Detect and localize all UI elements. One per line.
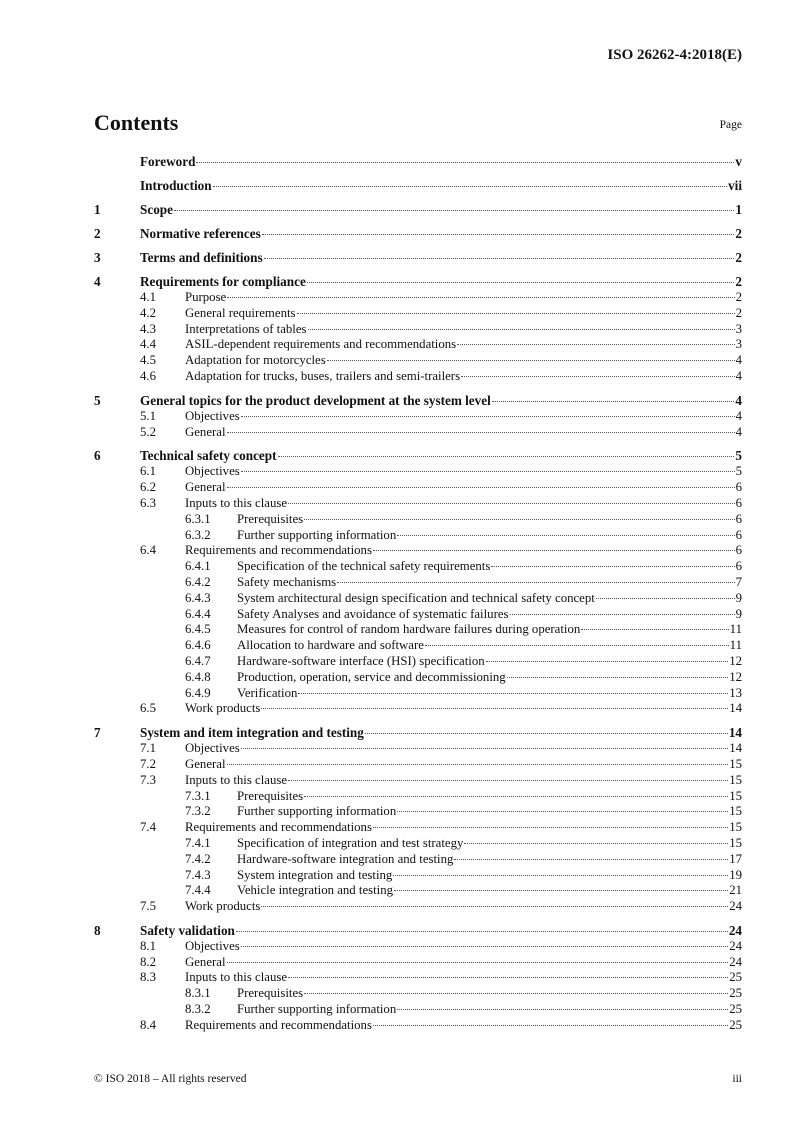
toc-entry-page: 14 bbox=[729, 701, 742, 716]
toc-entry[interactable] bbox=[94, 899, 742, 915]
dot-leader bbox=[307, 282, 735, 283]
toc-entry-title: Introduction bbox=[140, 178, 212, 193]
dot-leader bbox=[373, 827, 728, 828]
toc-entry[interactable] bbox=[94, 820, 742, 836]
toc-entry-title: Work products bbox=[185, 701, 261, 716]
toc-entry-number: 6 bbox=[94, 448, 101, 464]
toc-entry-title: System architectural design specification and technical safety concept bbox=[237, 590, 595, 605]
toc-entry-number: 5 bbox=[94, 392, 101, 408]
dot-leader bbox=[227, 487, 735, 488]
toc-entry-title: Allocation to hardware and software bbox=[237, 638, 424, 653]
dot-leader bbox=[288, 780, 728, 781]
dot-leader bbox=[174, 210, 734, 211]
toc-entry-page: 4 bbox=[735, 392, 742, 408]
toc-entry-title: General requirements bbox=[185, 305, 296, 320]
toc-entry[interactable] bbox=[94, 654, 742, 670]
toc-entry-number: 6.4.4 bbox=[185, 606, 211, 621]
toc-entry[interactable] bbox=[94, 670, 742, 686]
toc-entry-page: 9 bbox=[735, 590, 742, 605]
toc-entry-title: Specification of integration and test strategy bbox=[237, 835, 464, 850]
toc-entry-page: 14 bbox=[728, 725, 742, 741]
toc-entry-title: Requirements and recommendations bbox=[185, 543, 372, 558]
toc-entry-page: 6 bbox=[735, 527, 742, 542]
toc-entry-number: 6.5 bbox=[140, 701, 156, 716]
toc-entry-number: 6.3.1 bbox=[185, 511, 211, 526]
toc-entry[interactable] bbox=[94, 591, 742, 607]
dot-leader bbox=[308, 329, 735, 330]
dot-leader bbox=[288, 503, 735, 504]
toc-entry-number: 7.4.3 bbox=[185, 867, 211, 882]
dot-leader bbox=[304, 519, 734, 520]
toc-entry-page: 25 bbox=[729, 1017, 742, 1032]
toc-entry-page: 12 bbox=[729, 653, 742, 668]
dot-leader bbox=[227, 962, 729, 963]
toc-entry-page: 2 bbox=[735, 290, 742, 304]
toc-entry-page: 15 bbox=[729, 788, 742, 803]
toc-entry-page: 6 bbox=[735, 511, 742, 526]
toc-entry-number: 7.5 bbox=[140, 899, 156, 914]
toc-entry-page: 15 bbox=[729, 772, 742, 787]
toc-entry-page: 9 bbox=[735, 606, 742, 621]
toc-entry-page: 4 bbox=[735, 368, 742, 383]
toc-entry[interactable] bbox=[94, 1002, 742, 1018]
toc-entry-title: Normative references bbox=[140, 226, 261, 241]
dot-leader bbox=[394, 890, 728, 891]
toc-entry[interactable] bbox=[94, 274, 742, 290]
toc-entry-number: 8.3 bbox=[140, 970, 156, 985]
dot-leader bbox=[241, 748, 728, 749]
dot-leader bbox=[262, 234, 735, 235]
toc-entry-title: System and item integration and testing bbox=[140, 725, 364, 741]
toc-entry-number: 8.3.2 bbox=[185, 1002, 211, 1017]
toc-entry-page: 25 bbox=[729, 970, 742, 985]
page-number: iii bbox=[732, 1073, 742, 1085]
dot-leader bbox=[492, 401, 735, 402]
toc-entry-number: 7 bbox=[94, 725, 101, 741]
toc-entry[interactable] bbox=[94, 464, 742, 480]
toc-entry-title: Specification of the technical safety requirements bbox=[237, 559, 491, 574]
dot-leader bbox=[373, 550, 735, 551]
toc-entry-page: 5 bbox=[735, 464, 742, 479]
document-id-header: ISO 26262-4:2018(E) bbox=[607, 47, 742, 63]
toc-entry-number: 4.1 bbox=[140, 290, 156, 304]
toc-entry[interactable] bbox=[94, 852, 742, 868]
toc-entry-page: 14 bbox=[729, 741, 742, 756]
toc-entry[interactable] bbox=[94, 226, 742, 242]
dot-leader bbox=[278, 456, 735, 457]
toc-entry-number: 8.4 bbox=[140, 1017, 156, 1032]
toc-entry-page: 6 bbox=[735, 495, 742, 510]
dot-leader bbox=[241, 946, 728, 947]
toc-entry-title: Technical safety concept bbox=[140, 448, 277, 464]
toc-entry[interactable] bbox=[94, 757, 742, 773]
toc-entry-page: 6 bbox=[735, 543, 742, 558]
toc-entry-title: Adaptation for trucks, buses, trailers and semi-trailers bbox=[185, 368, 461, 383]
toc-entry-page: 4 bbox=[735, 408, 742, 423]
dot-leader bbox=[486, 661, 729, 662]
toc-entry-number: 7.2 bbox=[140, 756, 156, 771]
toc-entry-title: Prerequisites bbox=[237, 788, 304, 803]
toc-entry-title: Vehicle integration and testing bbox=[237, 883, 394, 898]
toc-entry-page: 11 bbox=[729, 638, 742, 653]
toc-entry-number: 6.4 bbox=[140, 543, 156, 558]
dot-leader bbox=[425, 645, 729, 646]
toc-entry-number: 3 bbox=[94, 250, 101, 265]
dot-leader bbox=[510, 614, 735, 615]
dot-leader bbox=[337, 582, 734, 583]
toc-entry-title: General bbox=[185, 424, 226, 439]
toc-entry-title: Further supporting information bbox=[237, 1002, 397, 1017]
toc-entry-title: Requirements and recommendations bbox=[185, 1017, 372, 1032]
toc-entry-page: 24 bbox=[728, 922, 742, 938]
toc-entry-number: 6.4.1 bbox=[185, 559, 211, 574]
toc-entry-title: Work products bbox=[185, 899, 261, 914]
toc-entry-title: Hardware-software interface (HSI) specification bbox=[237, 653, 485, 668]
toc-entry[interactable] bbox=[94, 425, 742, 441]
toc-entry-title: Foreword bbox=[140, 154, 196, 169]
toc-entry-page: 2 bbox=[735, 226, 742, 241]
toc-entry[interactable] bbox=[94, 804, 742, 820]
toc-entry[interactable] bbox=[94, 528, 742, 544]
toc-entry-title: Purpose bbox=[185, 290, 227, 304]
toc-entry[interactable] bbox=[94, 353, 742, 369]
toc-entry-page: 12 bbox=[729, 669, 742, 684]
page-column-label: Page bbox=[719, 119, 742, 131]
toc-entry-page: 2 bbox=[735, 250, 742, 265]
dot-leader bbox=[297, 313, 735, 314]
toc-entry[interactable] bbox=[94, 480, 742, 496]
toc-entry[interactable] bbox=[94, 496, 742, 512]
toc-entry-page: vii bbox=[728, 178, 742, 193]
copyright-notice: © ISO 2018 – All rights reserved bbox=[94, 1073, 247, 1085]
toc-entry-title: Inputs to this clause bbox=[185, 495, 288, 510]
dot-leader bbox=[241, 416, 735, 417]
toc-entry-page: 24 bbox=[729, 954, 742, 969]
toc-entry[interactable] bbox=[94, 701, 742, 717]
toc-entry-page: 24 bbox=[729, 899, 742, 914]
toc-entry-title: Safety validation bbox=[140, 922, 235, 938]
toc-entry-page: 3 bbox=[735, 321, 742, 336]
dot-leader bbox=[454, 859, 728, 860]
toc-entry[interactable] bbox=[94, 559, 742, 575]
toc-entry[interactable] bbox=[94, 939, 742, 955]
toc-entry-number: 4.6 bbox=[140, 368, 156, 383]
toc-entry[interactable] bbox=[94, 337, 742, 353]
toc-entry[interactable] bbox=[94, 369, 742, 385]
toc-entry-page: 2 bbox=[735, 305, 742, 320]
toc-entry-page: 2 bbox=[735, 274, 742, 289]
dot-leader bbox=[227, 764, 729, 765]
toc-entry-number: 6.4.6 bbox=[185, 638, 211, 653]
toc-entry-title: Safety Analyses and avoidance of systematic failures bbox=[237, 606, 509, 621]
toc-entry[interactable] bbox=[94, 202, 742, 218]
toc-entry[interactable] bbox=[94, 290, 742, 306]
toc-entry[interactable] bbox=[94, 622, 742, 638]
toc-entry-page: 11 bbox=[729, 622, 742, 637]
toc-entry-page: 15 bbox=[729, 835, 742, 850]
toc-entry-title: Safety mechanisms bbox=[237, 574, 337, 589]
toc-entry[interactable] bbox=[94, 883, 742, 899]
toc-entry-number: 5.2 bbox=[140, 424, 156, 439]
toc-entry-title: Objectives bbox=[185, 741, 240, 756]
toc-entry[interactable] bbox=[94, 1018, 742, 1034]
toc-entry-number: 7.3.1 bbox=[185, 788, 211, 803]
dot-leader bbox=[304, 993, 728, 994]
toc-entry-page: 15 bbox=[729, 820, 742, 835]
toc-entry-page: 21 bbox=[729, 883, 742, 898]
toc-entry[interactable] bbox=[94, 512, 742, 528]
dot-leader bbox=[261, 906, 728, 907]
toc-entry-page: 24 bbox=[729, 938, 742, 953]
dot-leader bbox=[393, 875, 728, 876]
toc-entry-title: Terms and definitions bbox=[140, 250, 263, 265]
dot-leader bbox=[397, 535, 734, 536]
toc-entry-number: 4.5 bbox=[140, 353, 156, 368]
toc-entry-page: v bbox=[735, 154, 742, 169]
toc-entry-number: 7.1 bbox=[140, 741, 156, 756]
toc-entry[interactable] bbox=[94, 986, 742, 1002]
toc-entry-number: 8.1 bbox=[140, 938, 156, 953]
toc-entry-title: Measures for control of random hardware failures during operation bbox=[237, 622, 581, 637]
toc-entry-title: Requirements for compliance bbox=[140, 274, 306, 289]
toc-entry-page: 25 bbox=[729, 986, 742, 1001]
toc-entry[interactable] bbox=[94, 638, 742, 654]
toc-entry[interactable] bbox=[94, 970, 742, 986]
toc-entry[interactable] bbox=[94, 773, 742, 789]
toc-entry[interactable] bbox=[94, 393, 742, 409]
toc-entry-page: 6 bbox=[735, 559, 742, 574]
page-title: Contents bbox=[94, 110, 179, 135]
toc-entry-title: Hardware-software integration and testing bbox=[237, 851, 454, 866]
toc-entry-title: Production, operation, service and decommissioning bbox=[237, 669, 506, 684]
toc-entry-title: Scope bbox=[140, 202, 173, 217]
dot-leader bbox=[261, 708, 728, 709]
toc-entry-number: 6.4.5 bbox=[185, 622, 211, 637]
dot-leader bbox=[365, 733, 728, 734]
toc-entry-number: 4.3 bbox=[140, 321, 156, 336]
toc-entry[interactable] bbox=[94, 923, 742, 939]
toc-entry-title: Adaptation for motorcycles bbox=[185, 353, 326, 368]
toc-entry-page: 3 bbox=[735, 337, 742, 352]
dot-leader bbox=[288, 977, 728, 978]
dot-leader bbox=[227, 432, 735, 433]
dot-leader bbox=[464, 843, 728, 844]
toc-entry[interactable] bbox=[94, 178, 742, 194]
toc-entry[interactable] bbox=[94, 607, 742, 623]
toc-entry-title: General topics for the product development at the system level bbox=[140, 392, 491, 408]
toc-entry-number: 6.2 bbox=[140, 480, 156, 495]
toc-entry[interactable] bbox=[94, 725, 742, 741]
toc-entry-number: 2 bbox=[94, 226, 101, 241]
toc-entry-page: 19 bbox=[729, 867, 742, 882]
toc-entry-page: 6 bbox=[735, 480, 742, 495]
toc-entry-title: General bbox=[185, 954, 226, 969]
dot-leader bbox=[327, 360, 735, 361]
dot-leader bbox=[507, 677, 729, 678]
dot-leader bbox=[241, 471, 735, 472]
footer bbox=[94, 1073, 742, 1085]
toc-entry-title: Prerequisites bbox=[237, 511, 304, 526]
toc-entry-number: 6.3 bbox=[140, 495, 156, 510]
toc-entry-number: 4.4 bbox=[140, 337, 156, 352]
dot-leader bbox=[227, 297, 734, 298]
toc-entry-title: ASIL-dependent requirements and recommendations bbox=[185, 337, 457, 352]
toc-entry-page: 15 bbox=[729, 804, 742, 819]
toc-entry-page: 5 bbox=[735, 448, 742, 464]
dot-leader bbox=[491, 566, 734, 567]
toc-entry-number: 5.1 bbox=[140, 408, 156, 423]
dot-leader bbox=[581, 629, 728, 630]
toc-entry-number: 7.4 bbox=[140, 820, 156, 835]
toc-entry-page: 4 bbox=[735, 424, 742, 439]
toc-entry-number: 6.4.8 bbox=[185, 669, 211, 684]
toc-entry-title: General bbox=[185, 480, 226, 495]
toc-entry[interactable] bbox=[94, 836, 742, 852]
toc-entry-number: 4 bbox=[94, 274, 101, 289]
toc-entry-number: 4.2 bbox=[140, 305, 156, 320]
table-of-contents bbox=[94, 154, 742, 1034]
toc-entry-title: Objectives bbox=[185, 938, 240, 953]
dot-leader bbox=[304, 796, 728, 797]
toc-entry-number: 6.1 bbox=[140, 464, 156, 479]
toc-entry-title: Interpretations of tables bbox=[185, 321, 307, 336]
toc-entry[interactable] bbox=[94, 322, 742, 338]
dot-leader bbox=[264, 258, 735, 259]
toc-entry-title: Verification bbox=[237, 685, 298, 700]
toc-entry-number: 6.4.3 bbox=[185, 590, 211, 605]
toc-entry-page: 4 bbox=[735, 353, 742, 368]
toc-entry[interactable] bbox=[94, 575, 742, 591]
toc-entry-number: 7.4.1 bbox=[185, 835, 211, 850]
toc-entry[interactable] bbox=[94, 543, 742, 559]
toc-entry-title: Objectives bbox=[185, 408, 240, 423]
toc-entry-title: Requirements and recommendations bbox=[185, 820, 372, 835]
toc-entry-number: 1 bbox=[94, 202, 101, 217]
toc-entry-page: 1 bbox=[735, 202, 742, 217]
dot-leader bbox=[213, 186, 728, 187]
toc-entry-number: 7.3.2 bbox=[185, 804, 211, 819]
toc-entry-title: Inputs to this clause bbox=[185, 772, 288, 787]
toc-entry-number: 6.4.9 bbox=[185, 685, 211, 700]
toc-entry-title: Inputs to this clause bbox=[185, 970, 288, 985]
toc-entry-number: 7.4.4 bbox=[185, 883, 211, 898]
toc-entry-page: 17 bbox=[729, 851, 742, 866]
dot-leader bbox=[461, 376, 735, 377]
toc-entry[interactable] bbox=[94, 250, 742, 266]
toc-entry-number: 8.3.1 bbox=[185, 986, 211, 1001]
toc-entry-page: 7 bbox=[735, 574, 742, 589]
toc-entry[interactable] bbox=[94, 154, 742, 170]
toc-entry-title: Further supporting information bbox=[237, 804, 397, 819]
toc-entry[interactable] bbox=[94, 409, 742, 425]
toc-entry[interactable] bbox=[94, 789, 742, 805]
toc-entry-title: Further supporting information bbox=[237, 527, 397, 542]
toc-entry-number: 6.3.2 bbox=[185, 527, 211, 542]
dot-leader bbox=[236, 931, 728, 932]
toc-entry[interactable] bbox=[94, 741, 742, 757]
toc-entry-number: 8 bbox=[94, 922, 101, 938]
toc-entry-number: 8.2 bbox=[140, 954, 156, 969]
toc-entry[interactable] bbox=[94, 686, 742, 702]
toc-entry-page: 13 bbox=[729, 685, 742, 700]
toc-entry-number: 6.4.7 bbox=[185, 653, 211, 668]
toc-entry-number: 7.3 bbox=[140, 772, 156, 787]
dot-leader bbox=[596, 598, 735, 599]
dot-leader bbox=[397, 811, 728, 812]
toc-entry[interactable] bbox=[94, 955, 742, 971]
toc-entry[interactable] bbox=[94, 868, 742, 884]
dot-leader bbox=[298, 693, 728, 694]
toc-entry-number: 7.4.2 bbox=[185, 851, 211, 866]
toc-entry-title: Prerequisites bbox=[237, 986, 304, 1001]
dot-leader bbox=[397, 1009, 728, 1010]
dot-leader bbox=[373, 1025, 728, 1026]
toc-entry[interactable] bbox=[94, 448, 742, 464]
dot-leader bbox=[457, 344, 734, 345]
toc-entry-page: 25 bbox=[729, 1002, 742, 1017]
toc-entry-page: 15 bbox=[729, 756, 742, 771]
toc-entry-title: Objectives bbox=[185, 464, 240, 479]
toc-entry[interactable] bbox=[94, 306, 742, 322]
toc-entry-title: General bbox=[185, 756, 226, 771]
toc-entry-title: System integration and testing bbox=[237, 867, 393, 882]
dot-leader bbox=[196, 162, 734, 163]
toc-entry-number: 6.4.2 bbox=[185, 574, 211, 589]
